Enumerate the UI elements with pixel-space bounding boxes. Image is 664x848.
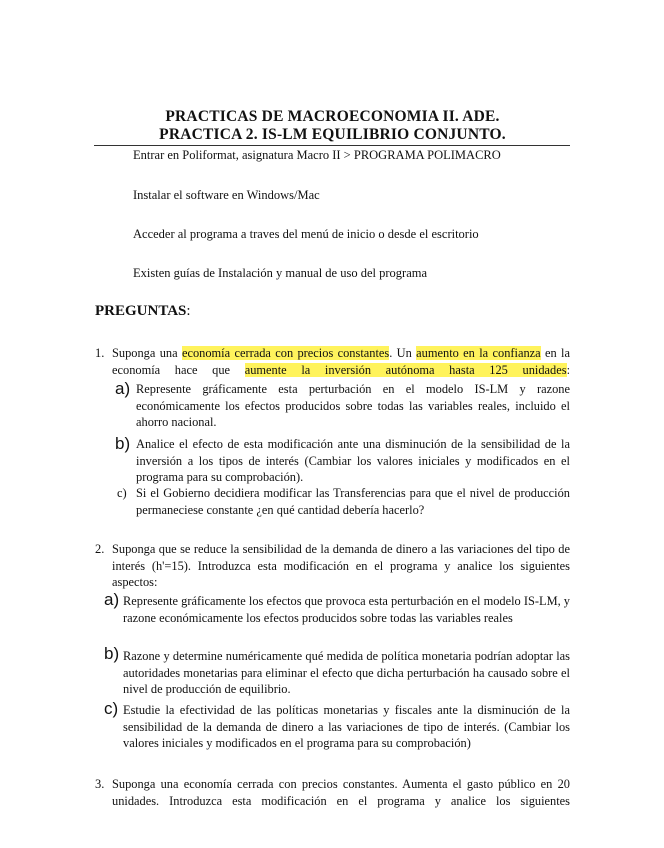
q1-text: Suponga una — [112, 346, 182, 360]
question-2a-text: Represente gráficamente los efectos que provoca esta perturbación en el modelo IS-LM, y razone económicamente los efectos producidos sobre todas las variables reales — [123, 594, 570, 625]
section-heading-colon: : — [186, 303, 191, 319]
title-divider — [94, 145, 570, 146]
question-2-number: 2. — [95, 542, 105, 556]
question-1-intro — [112, 345, 570, 378]
info-line-install: Instalar el software en Windows/Mac — [133, 188, 320, 202]
q1-text: : — [566, 362, 571, 377]
info-line-access: Acceder al programa a traves del menú de inicio o desde el escritorio — [133, 227, 479, 241]
question-1b-letter: b) — [115, 434, 131, 453]
question-2-intro: Suponga que se reduce la sensibilidad de la demanda de dinero a las variaciones del tipo de interés (h'=15). Introduzca esta modificación en el programa y analice los siguientes aspectos: — [112, 542, 570, 589]
question-1c-letter: c) — [117, 486, 127, 500]
info-line-poliformat: Entrar en Poliformat, asignatura Macro II > PROGRAMA POLIMACRO — [133, 148, 501, 162]
document-title-line1: PRACTICAS DE MACROECONOMIA II. ADE. — [165, 108, 500, 125]
question-3-number: 3. — [95, 777, 105, 791]
question-2c-letter: c) — [104, 699, 119, 718]
question-2a-letter: a) — [104, 590, 120, 609]
question-3-intro: Suponga una economía cerrada con precios constantes. Aumenta el gasto público en 20 unidades. Introduzca esta modificación en el programa y analice los siguientes — [112, 777, 570, 808]
q1-highlight-economy: economía cerrada con precios constantes — [181, 346, 390, 360]
question-2b-text: Razone y determine numéricamente qué medida de política monetaria podrían adoptar las autoridades monetarias para eliminar el efecto que dicha perturbación ha causado sobre el nivel de producción de equilibrio. — [123, 649, 570, 696]
question-1a-text: Represente gráficamente esta perturbación en el modelo IS-LM y razone económicamente los efectos producidos sobre todas las variables reales, incluido el ahorro nacional. — [136, 382, 570, 429]
question-1b-text: Analice el efecto de esta modificación ante una disminución de la sensibilidad de la inversión a los tipos de interés (Cambiar los valores iniciales y modificados en el programa para su comprobación). — [136, 437, 570, 484]
question-1a-letter: a) — [115, 379, 131, 398]
section-heading-text: PREGUNTAS — [95, 303, 187, 319]
q1-text: . Un — [389, 346, 417, 360]
info-line-guides: Existen guías de Instalación y manual de uso del programa — [133, 266, 428, 280]
section-heading — [95, 303, 191, 320]
document-title-line2: PRACTICA 2. IS-LM EQUILIBRIO CONJUNTO. — [159, 126, 506, 143]
question-2b-letter: b) — [104, 644, 120, 663]
question-1-number: 1. — [95, 346, 105, 360]
q1-highlight-investment: aumente la inversión autónoma hasta 125 unidades — [244, 362, 567, 377]
q1-text: en la economía hace que — [112, 346, 570, 377]
question-1c-text: Si el Gobierno decidiera modificar las Transferencias para que el nivel de producción permaneciese constante ¿en qué cantidad debería hacerlo? — [136, 486, 570, 517]
question-2c-text: Estudie la efectividad de las políticas monetarias y fiscales ante la disminución de la sensibilidad de la demanda de dinero a las variaciones de tipo de interés. (Cambiar los valores iniciales y modificados en el programa para su comprobación) — [123, 703, 570, 750]
q1-highlight-confidence: aumento en la confianza — [416, 346, 541, 360]
